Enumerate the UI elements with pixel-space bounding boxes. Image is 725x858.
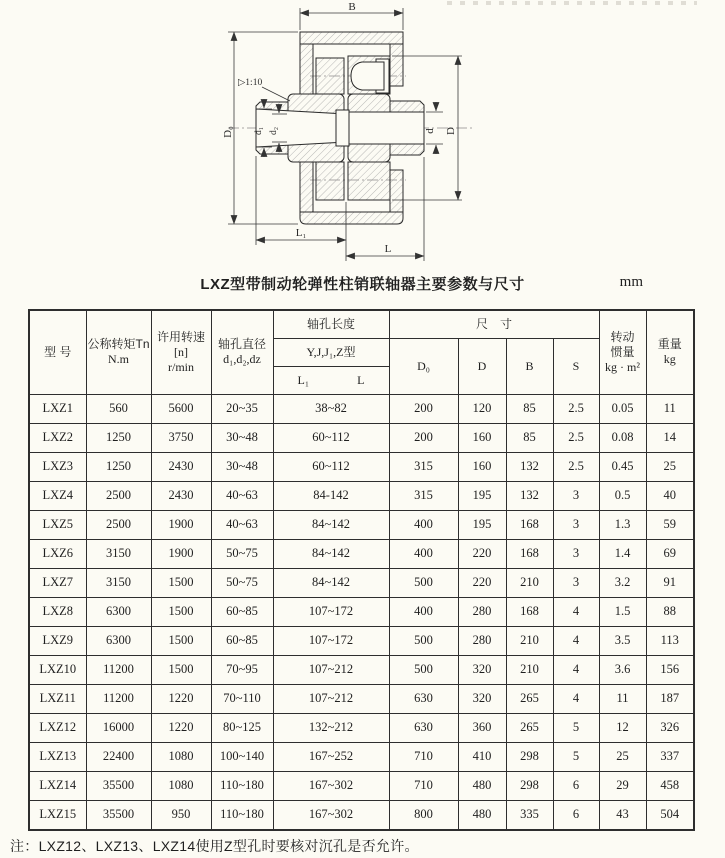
- taper-label: ▷1:10: [238, 78, 263, 88]
- table-header: [29, 310, 694, 394]
- table-cell: 280: [458, 597, 506, 626]
- table-cell: 400: [389, 510, 458, 539]
- table-cell: 3750: [151, 423, 211, 452]
- table-cell: LXZ2: [29, 423, 86, 452]
- col-S: S: [553, 338, 599, 394]
- table-cell: 11: [646, 394, 694, 423]
- table-cell: LXZ3: [29, 452, 86, 481]
- table-row: [29, 742, 694, 771]
- table-cell: 500: [389, 568, 458, 597]
- dim-label-d2: d₂: [269, 126, 279, 136]
- table-cell: 210: [506, 655, 553, 684]
- table-cell: 195: [458, 481, 506, 510]
- table-cell: 2.5: [553, 423, 599, 452]
- table-cell: 410: [458, 742, 506, 771]
- table-cell: 40: [646, 481, 694, 510]
- table-cell: 360: [458, 713, 506, 742]
- table-cell: 2500: [86, 481, 151, 510]
- table-cell: LXZ5: [29, 510, 86, 539]
- table-cell: 11: [599, 684, 646, 713]
- table-cell: 6: [553, 800, 599, 830]
- table-cell: 3: [553, 568, 599, 597]
- table-cell: 320: [458, 655, 506, 684]
- table-cell: 480: [458, 800, 506, 830]
- table-cell: 1.4: [599, 539, 646, 568]
- col-speed: [151, 310, 211, 394]
- table-cell: 40~63: [211, 481, 273, 510]
- table-cell: 560: [86, 394, 151, 423]
- table-cell: 100~140: [211, 742, 273, 771]
- table-cell: 280: [458, 626, 506, 655]
- table-row: [29, 452, 694, 481]
- table-cell: 91: [646, 568, 694, 597]
- dim-label-d1: d₁: [254, 126, 264, 136]
- table-cell: 210: [506, 626, 553, 655]
- table-cell: 84-142: [273, 481, 389, 510]
- table-cell: 500: [389, 655, 458, 684]
- elastic-pin: [351, 62, 384, 90]
- table-cell: 2430: [151, 481, 211, 510]
- dim-label-L1: L₁: [295, 227, 307, 239]
- table-cell: 5600: [151, 394, 211, 423]
- table-row: [29, 713, 694, 742]
- table-cell: 107~212: [273, 684, 389, 713]
- table-cell: 480: [458, 771, 506, 800]
- col-bore-dia: [211, 310, 273, 394]
- right-bore: [346, 112, 424, 144]
- table-cell: 84~142: [273, 568, 389, 597]
- table-row: [29, 771, 694, 800]
- table-row: [29, 510, 694, 539]
- col-L1-L: [273, 366, 389, 394]
- weight-line2: kg: [663, 352, 676, 367]
- table-cell: 168: [506, 539, 553, 568]
- table-cell: LXZ14: [29, 771, 86, 800]
- table-cell: 400: [389, 597, 458, 626]
- table-cell: 3150: [86, 539, 151, 568]
- dim-label-d: d: [424, 128, 436, 134]
- table-cell: 30~48: [211, 423, 273, 452]
- table-cell: 3: [553, 481, 599, 510]
- inertia-line1: 转动: [610, 329, 635, 344]
- table-cell: 20~35: [211, 394, 273, 423]
- table-cell: 107~172: [273, 626, 389, 655]
- col-D0: D₀: [389, 338, 458, 394]
- table-cell: 0.45: [599, 452, 646, 481]
- table-cell: 2.5: [553, 452, 599, 481]
- table-cell: 43: [599, 800, 646, 830]
- table-cell: 167~302: [273, 800, 389, 830]
- dim-label-D: D: [445, 127, 457, 135]
- table-cell: 1500: [151, 568, 211, 597]
- table-cell: LXZ4: [29, 481, 86, 510]
- speed-line3: r/min: [168, 359, 194, 374]
- table-cell: 80~125: [211, 713, 273, 742]
- table-cell: LXZ11: [29, 684, 86, 713]
- drum-bottom-band: [300, 212, 403, 224]
- table-cell: 69: [646, 539, 694, 568]
- table-cell: LXZ10: [29, 655, 86, 684]
- table-cell: 88: [646, 597, 694, 626]
- table-cell: 22400: [86, 742, 151, 771]
- col-weight: [646, 310, 694, 394]
- table-cell: 113: [646, 626, 694, 655]
- table-cell: 3150: [86, 568, 151, 597]
- table-cell: 60~85: [211, 626, 273, 655]
- inertia-line3: kg · m²: [605, 359, 640, 374]
- table-cell: 50~75: [211, 568, 273, 597]
- table-cell: 6300: [86, 626, 151, 655]
- col-D: D: [458, 338, 506, 394]
- table-cell: 132~212: [273, 713, 389, 742]
- table-cell: 950: [151, 800, 211, 830]
- shaft-gap-recess: [336, 110, 349, 146]
- table-cell: LXZ8: [29, 597, 86, 626]
- table-cell: 4: [553, 684, 599, 713]
- table-cell: LXZ9: [29, 626, 86, 655]
- table-body: [29, 394, 694, 830]
- coupling-section-drawing: [0, 0, 725, 270]
- page-title: LXZ型带制动轮弹性柱销联轴器主要参数与尺寸: [200, 276, 525, 293]
- table-cell: 800: [389, 800, 458, 830]
- table-row: [29, 481, 694, 510]
- dim-label-B: B: [348, 1, 356, 13]
- left-boss-lower: [316, 162, 344, 200]
- table-cell: 35500: [86, 800, 151, 830]
- table-cell: 120: [458, 394, 506, 423]
- table-row: [29, 539, 694, 568]
- table-row: [29, 684, 694, 713]
- table-cell: 315: [389, 481, 458, 510]
- table-cell: 167~252: [273, 742, 389, 771]
- table-cell: 1.3: [599, 510, 646, 539]
- table-row: [29, 568, 694, 597]
- table-cell: 30~48: [211, 452, 273, 481]
- table-cell: 1.5: [599, 597, 646, 626]
- table-row: [29, 394, 694, 423]
- table-cell: 200: [389, 394, 458, 423]
- table-cell: 85: [506, 423, 553, 452]
- table-cell: 5: [553, 742, 599, 771]
- table-cell: 3.6: [599, 655, 646, 684]
- drum-left-wall-upper: [300, 44, 313, 94]
- table-cell: LXZ12: [29, 713, 86, 742]
- table-cell: 35500: [86, 771, 151, 800]
- table-cell: 70~95: [211, 655, 273, 684]
- table-cell: 16000: [86, 713, 151, 742]
- table-cell: 1220: [151, 713, 211, 742]
- table-cell: LXZ7: [29, 568, 86, 597]
- table-cell: 2430: [151, 452, 211, 481]
- table-cell: 60~112: [273, 452, 389, 481]
- table-cell: 3: [553, 510, 599, 539]
- table-cell: 6: [553, 771, 599, 800]
- table-cell: 85: [506, 394, 553, 423]
- table-cell: 1220: [151, 684, 211, 713]
- table-cell: LXZ1: [29, 394, 86, 423]
- table-cell: 1250: [86, 423, 151, 452]
- speed-line1: 许用转速: [156, 329, 205, 344]
- table-cell: 210: [506, 568, 553, 597]
- table-cell: 110~180: [211, 800, 273, 830]
- col-inertia: [599, 310, 646, 394]
- table-cell: 500: [389, 626, 458, 655]
- table-cell: 12: [599, 713, 646, 742]
- table-cell: 265: [506, 684, 553, 713]
- table-cell: 5: [553, 713, 599, 742]
- col-bore-length-types: Y,J,J₁,Z型: [273, 338, 389, 366]
- table-cell: 1900: [151, 510, 211, 539]
- table-cell: 335: [506, 800, 553, 830]
- col-B: B: [506, 338, 553, 394]
- table-cell: 320: [458, 684, 506, 713]
- table-cell: 1080: [151, 771, 211, 800]
- table-cell: 84~142: [273, 539, 389, 568]
- table-cell: 4: [553, 626, 599, 655]
- table-cell: 3.2: [599, 568, 646, 597]
- col-bore-length: 轴孔长度: [273, 310, 389, 338]
- table-cell: 1500: [151, 597, 211, 626]
- spec-table: [28, 309, 695, 831]
- col-size-group: 尺 寸: [389, 310, 599, 338]
- table-cell: 1080: [151, 742, 211, 771]
- table-cell: 11200: [86, 684, 151, 713]
- table-cell: 187: [646, 684, 694, 713]
- left-boss-upper: [316, 58, 344, 94]
- torque-line2: N.m: [108, 352, 129, 367]
- table-cell: 0.08: [599, 423, 646, 452]
- table-cell: 25: [646, 452, 694, 481]
- table-cell: LXZ6: [29, 539, 86, 568]
- col-L1: L₁: [297, 372, 310, 387]
- table-cell: 11200: [86, 655, 151, 684]
- table-cell: 220: [458, 539, 506, 568]
- table-row: [29, 655, 694, 684]
- table-row: [29, 800, 694, 830]
- table-cell: LXZ13: [29, 742, 86, 771]
- table-cell: 132: [506, 452, 553, 481]
- table-cell: 132: [506, 481, 553, 510]
- table-cell: 110~180: [211, 771, 273, 800]
- table-cell: 458: [646, 771, 694, 800]
- table-cell: 14: [646, 423, 694, 452]
- table-cell: 84~142: [273, 510, 389, 539]
- table-cell: 710: [389, 742, 458, 771]
- table-cell: 1250: [86, 452, 151, 481]
- speed-line2: [n]: [174, 344, 188, 359]
- table-row: [29, 626, 694, 655]
- table-cell: 195: [458, 510, 506, 539]
- table-cell: 60~85: [211, 597, 273, 626]
- table-cell: 504: [646, 800, 694, 830]
- table-cell: 3: [553, 539, 599, 568]
- table-cell: 630: [389, 684, 458, 713]
- table-cell: 160: [458, 452, 506, 481]
- table-cell: 1900: [151, 539, 211, 568]
- table-cell: 298: [506, 771, 553, 800]
- inertia-line2: 惯量: [610, 344, 635, 359]
- torque-line1: 公称转矩Tn: [87, 337, 150, 352]
- table-cell: 0.5: [599, 481, 646, 510]
- table-cell: 167~302: [273, 771, 389, 800]
- table-cell: 1500: [151, 655, 211, 684]
- table-cell: 326: [646, 713, 694, 742]
- right-boss-lower: [348, 162, 390, 200]
- table-cell: 315: [389, 452, 458, 481]
- col-L: L: [357, 372, 365, 387]
- table-cell: 3.5: [599, 626, 646, 655]
- table-cell: 2500: [86, 510, 151, 539]
- table-cell: 168: [506, 597, 553, 626]
- table-cell: 160: [458, 423, 506, 452]
- table-cell: 265: [506, 713, 553, 742]
- table-cell: 2.5: [553, 394, 599, 423]
- table-cell: 200: [389, 423, 458, 452]
- table-cell: 168: [506, 510, 553, 539]
- drum-top-band: [300, 32, 403, 44]
- bore-dia-line2: d₁,d₂,dz: [223, 352, 261, 367]
- table-cell: 298: [506, 742, 553, 771]
- weight-line1: 重量: [657, 337, 682, 352]
- col-torque: [86, 310, 151, 394]
- table-cell: 60~112: [273, 423, 389, 452]
- footnote: 注：LXZ12、LXZ13、LXZ14使用Z型孔时要核对沉孔是否允许。: [10, 838, 419, 854]
- table-row: [29, 423, 694, 452]
- table-cell: 38~82: [273, 394, 389, 423]
- table-cell: 156: [646, 655, 694, 684]
- table-cell: 630: [389, 713, 458, 742]
- table-cell: 50~75: [211, 539, 273, 568]
- table-cell: 107~212: [273, 655, 389, 684]
- table-cell: 59: [646, 510, 694, 539]
- table-cell: 25: [599, 742, 646, 771]
- title-row: [0, 273, 725, 295]
- table-row: [29, 597, 694, 626]
- bore-dia-line1: 轴孔直径: [217, 337, 266, 352]
- table-cell: 40~63: [211, 510, 273, 539]
- drum-right-wall-upper: [390, 44, 403, 86]
- table-cell: 70~110: [211, 684, 273, 713]
- table-cell: 1500: [151, 626, 211, 655]
- col-model: 型 号: [29, 310, 86, 394]
- unit-label: mm: [619, 274, 643, 290]
- table-cell: 4: [553, 655, 599, 684]
- table-cell: 29: [599, 771, 646, 800]
- dim-label-D0: D₀: [222, 126, 234, 138]
- table-cell: 4: [553, 597, 599, 626]
- table-cell: 0.05: [599, 394, 646, 423]
- drum-right-wall-lower: [390, 170, 403, 212]
- dim-label-L: L: [384, 243, 392, 255]
- table-cell: 220: [458, 568, 506, 597]
- drum-left-wall-lower: [300, 162, 313, 212]
- table-cell: 400: [389, 539, 458, 568]
- table-cell: 6300: [86, 597, 151, 626]
- table-cell: LXZ15: [29, 800, 86, 830]
- table-cell: 710: [389, 771, 458, 800]
- table-cell: 107~172: [273, 597, 389, 626]
- table-cell: 337: [646, 742, 694, 771]
